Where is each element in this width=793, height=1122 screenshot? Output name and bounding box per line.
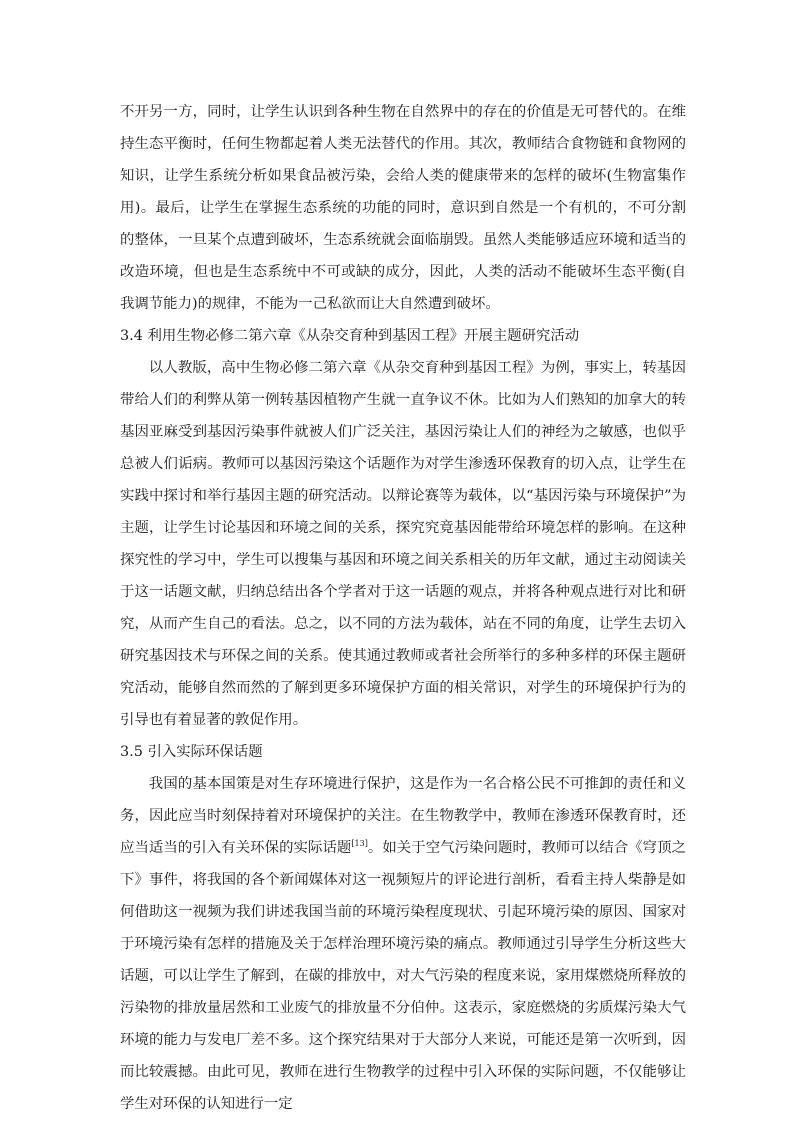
body-paragraph: [120, 768, 686, 1120]
citation-reference: [13]: [351, 839, 368, 849]
document-body: [120, 96, 686, 1120]
body-paragraph: 以人教版，高中生物必修二第六章《从杂交育种到基因工程》为例，事实上，转基因带给人们的利弊从第一例转基因植物产生就一直争议不休。比如为人们熟知的加拿大的转基因亚麻受到基因污染事件就被人们广泛关注，基因污染让人们的神经为之敏感，也似乎总被人们诟病。教师可以基因污染这个话题作为对学生渗透环保教育的切入点，让学生在实践中探讨和举行基因主题的研究活动。以辩论赛等为载体，以“基因污染与环境保护”为主题，让学生讨论基因和环境之间的关系，探究究竟基因能带给环境怎样的影响。在这种探究性的学习中，学生可以搜集与基因和环境之间关系相关的历年文献，通过主动阅读关于这一话题文献，归纳总结出各个学者对于这一话题的观点，并将各种观点进行对比和研究，从而产生自己的看法。总之，以不同的方法为载体，站在不同的角度，让学生去切入研究基因技术与环保之间的关系。使其通过教师或者社会所举行的多种多样的环保主题研究活动，能够自然而然的了解到更多环境保护方面的相关常识，对学生的环境保护行为的引导也有着显著的敦促作用。: [120, 360, 686, 728]
section-heading-3-5: 3.5 引入实际环保话题: [120, 744, 263, 760]
paragraph-text: 我国的基本国策是对生存环境进行保护，这是作为一名合格公民不可推卸的责任和义务，因此应当时刻保持着对环境保护的关注。在生物教学中，教师在渗透环保教育时，还应当适当的引入有关环保的实际话题: [120, 776, 686, 856]
body-paragraph: 不开另一方，同时，让学生认识到各种生物在自然界中的存在的价值是无可替代的。在维持生态平衡时，任何生物都起着人类无法替代的作用。其次，教师结合食物链和食物网的知识，让学生系统分析如果食品被污染，会给人类的健康带来的怎样的破坏(生物富集作用)。最后，让学生在掌握生态系统的功能的同时，意识到自然是一个有机的，不可分割的整体，一旦某个点遭到破坏，生态系统就会面临崩毁。虽然人类能够适应环境和适当的改造环境，但也是生态系统中不可或缺的成分，因此，人类的活动不能破坏生态平衡(自我调节能力)的规律，不能为一己私欲而让大自然遭到破坏。: [120, 104, 686, 312]
section-heading-3-4: 3.4 利用生物必修二第六章《从杂交育种到基因工程》开展主题研究活动: [120, 328, 580, 344]
paragraph-text: 。如关于空气污染问题时，教师可以结合《穹顶之下》事件，将我国的各个新闻媒体对这一视频短片的评论进行剖析，看看主持人柴静是如何借助这一视频为我们讲述我国当前的环境污染程度现状、引起环境污染的原因、国家对于环境污染有怎样的措施及关于怎样治理环境污染的痛点。教师通过引导学生分析这些大话题，可以让学生了解到，在碳的排放中，对大气污染的程度来说，家用煤燃烧所释放的污染物的排放量居然和工业废气的排放量不分伯仲。这表示，家庭燃烧的劣质煤污染大气环境的能力与发电厂差不多。这个探究结果对于大部分人来说，可能还是第一次听到，因而比较震撼。由此可见，教师在进行生物教学的过程中引入环保的实际问题，不仅能够让学生对环保的认知进行一定: [120, 840, 686, 1112]
